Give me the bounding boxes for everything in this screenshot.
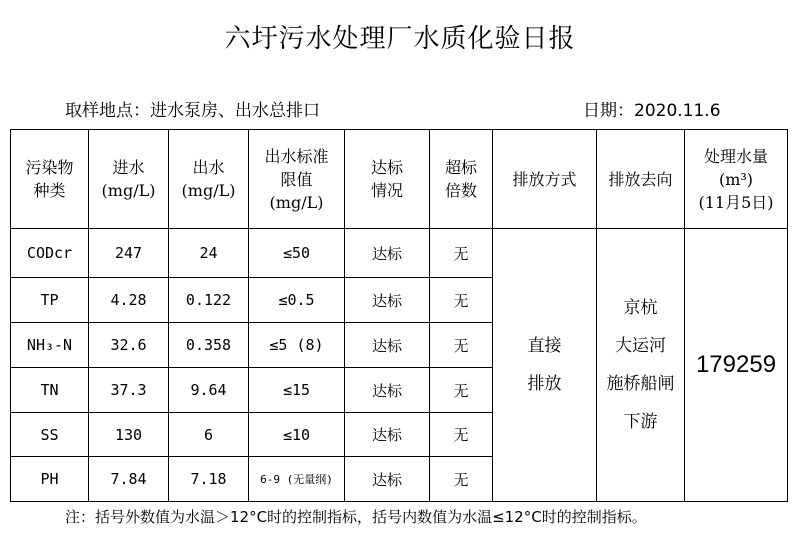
water-quality-table: [10, 129, 788, 502]
header-outflow: 出水 (mg/L): [169, 130, 249, 229]
discharge-method-cell: 直接 排放: [493, 229, 597, 502]
outflow-cell: 0.358: [169, 323, 249, 368]
status-cell: 达标: [345, 278, 430, 323]
header-discharge-method: 排放方式: [493, 130, 597, 229]
limit-cell: ≤5 (8): [249, 323, 345, 368]
report-date: 日期：2020.11.6: [583, 101, 721, 121]
limit-cell: ≤15: [249, 368, 345, 413]
pollutant-cell: NH₃-N: [11, 323, 89, 368]
inflow-cell: 32.6: [89, 323, 169, 368]
footnote: 注：括号外数值为水温＞12°C时的控制指标，括号内数值为水温≤12°C时的控制指标。: [65, 508, 647, 526]
status-cell: 达标: [345, 368, 430, 413]
pollutant-cell: TN: [11, 368, 89, 413]
pollutant-cell: TP: [11, 278, 89, 323]
header-limit: 出水标准 限值 (mg/L): [249, 130, 345, 229]
pollutant-cell: PH: [11, 457, 89, 502]
header-exceed: 超标 倍数: [430, 130, 493, 229]
header-treated-volume: 处理水量 (m³) (11月5日): [685, 130, 788, 229]
header-pollutant: 污染物 种类: [11, 130, 89, 229]
report-title: 六圩污水处理厂水质化验日报: [224, 24, 576, 54]
discharge-destination-cell: 京杭 大运河 施桥船闸 下游: [597, 229, 685, 502]
exceed-cell: 无: [430, 323, 493, 368]
inflow-cell: 37.3: [89, 368, 169, 413]
limit-cell: ≤50: [249, 229, 345, 278]
exceed-cell: 无: [430, 229, 493, 278]
outflow-cell: 0.122: [169, 278, 249, 323]
outflow-cell: 24: [169, 229, 249, 278]
outflow-cell: 6: [169, 413, 249, 457]
exceed-cell: 无: [430, 413, 493, 457]
header-row: [11, 130, 788, 229]
limit-cell: 6-9 (无量纲): [249, 457, 345, 502]
exceed-cell: 无: [430, 457, 493, 502]
sampling-location: 取样地点：进水泵房、出水总排口: [65, 101, 320, 121]
limit-cell: ≤10: [249, 413, 345, 457]
status-cell: 达标: [345, 413, 430, 457]
inflow-cell: 4.28: [89, 278, 169, 323]
limit-cell: ≤0.5: [249, 278, 345, 323]
status-cell: 达标: [345, 457, 430, 502]
outflow-cell: 9.64: [169, 368, 249, 413]
pollutant-cell: SS: [11, 413, 89, 457]
pollutant-cell: CODcr: [11, 229, 89, 278]
inflow-cell: 7.84: [89, 457, 169, 502]
header-discharge-destination: 排放去向: [597, 130, 685, 229]
header-status: 达标 情况: [345, 130, 430, 229]
table-row: [11, 229, 788, 278]
outflow-cell: 7.18: [169, 457, 249, 502]
status-cell: 达标: [345, 229, 430, 278]
exceed-cell: 无: [430, 368, 493, 413]
header-inflow: 进水 (mg/L): [89, 130, 169, 229]
inflow-cell: 130: [89, 413, 169, 457]
treated-volume-cell: 179259: [685, 229, 788, 502]
exceed-cell: 无: [430, 278, 493, 323]
inflow-cell: 247: [89, 229, 169, 278]
status-cell: 达标: [345, 323, 430, 368]
